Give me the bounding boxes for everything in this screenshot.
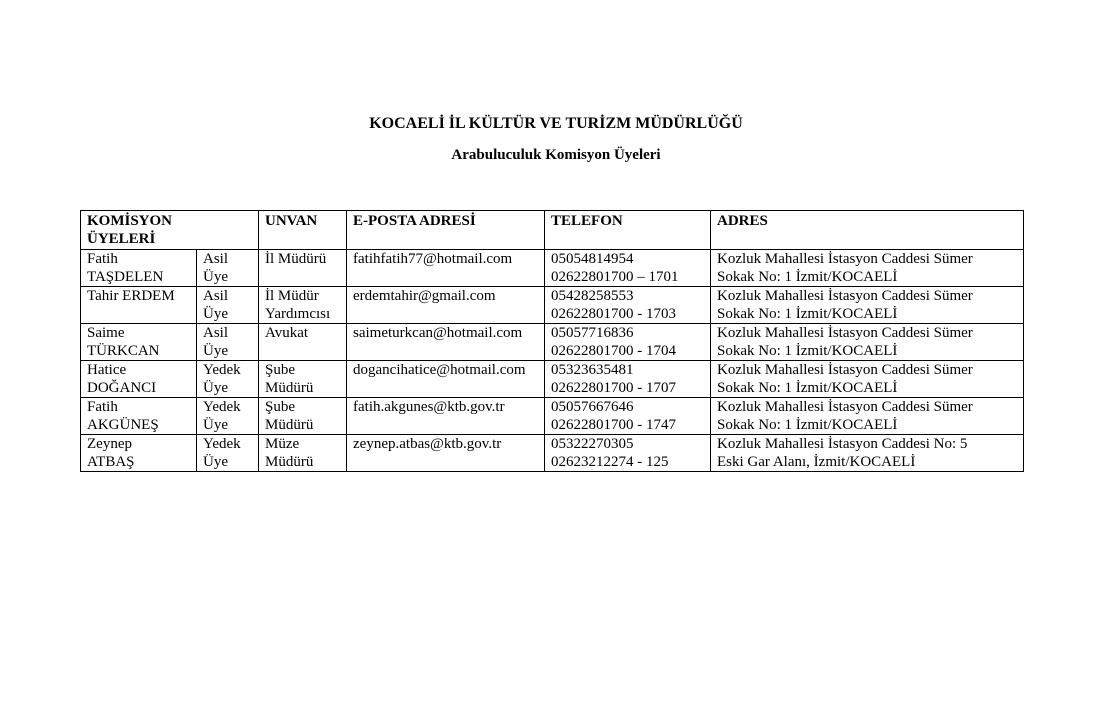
member-phone: 05054814954 02622801700 – 1701 xyxy=(545,250,711,287)
member-status: Yedek Üye xyxy=(197,435,259,472)
header-members: KOMİSYON ÜYELERİ xyxy=(81,211,259,250)
member-name: Fatih AKGÜNEŞ xyxy=(81,398,197,435)
member-name: Saime TÜRKCAN xyxy=(81,324,197,361)
member-status: Asil Üye xyxy=(197,287,259,324)
member-name: Tahir ERDEM xyxy=(81,287,197,324)
member-email: fatihfatih77@hotmail.com xyxy=(347,250,545,287)
member-name: Hatice DOĞANCI xyxy=(81,361,197,398)
member-email: fatih.akgunes@ktb.gov.tr xyxy=(347,398,545,435)
member-email: erdemtahir@gmail.com xyxy=(347,287,545,324)
member-status: Asil Üye xyxy=(197,250,259,287)
member-address: Kozluk Mahallesi İstasyon Caddesi No: 5 Eski Gar Alanı, İzmit/KOCAELİ xyxy=(711,435,1024,472)
header-phone: TELEFON xyxy=(545,211,711,250)
member-title: Avukat xyxy=(259,324,347,361)
member-address: Kozluk Mahallesi İstasyon Caddesi Sümer Sokak No: 1 İzmit/KOCAELİ xyxy=(711,250,1024,287)
member-email: zeynep.atbas@ktb.gov.tr xyxy=(347,435,545,472)
member-email: dogancihatice@hotmail.com xyxy=(347,361,545,398)
table-row xyxy=(81,287,1024,324)
member-phone: 05057716836 02622801700 - 1704 xyxy=(545,324,711,361)
member-status: Asil Üye xyxy=(197,324,259,361)
table-row xyxy=(81,361,1024,398)
member-address: Kozluk Mahallesi İstasyon Caddesi Sümer Sokak No: 1 İzmit/KOCAELİ xyxy=(711,398,1024,435)
header-title: UNVAN xyxy=(259,211,347,250)
member-phone: 05057667646 02622801700 - 1747 xyxy=(545,398,711,435)
member-address: Kozluk Mahallesi İstasyon Caddesi Sümer Sokak No: 1 İzmit/KOCAELİ xyxy=(711,287,1024,324)
member-address: Kozluk Mahallesi İstasyon Caddesi Sümer Sokak No: 1 İzmit/KOCAELİ xyxy=(711,361,1024,398)
member-name: Zeynep ATBAŞ xyxy=(81,435,197,472)
document-title: KOCAELİ İL KÜLTÜR VE TURİZM MÜDÜRLÜĞÜ xyxy=(369,115,743,132)
table-row xyxy=(81,324,1024,361)
member-title: İl Müdür Yardımcısı xyxy=(259,287,347,324)
member-address: Kozluk Mahallesi İstasyon Caddesi Sümer Sokak No: 1 İzmit/KOCAELİ xyxy=(711,324,1024,361)
document-subtitle: Arabuluculuk Komisyon Üyeleri xyxy=(451,147,661,163)
member-name: Fatih TAŞDELEN xyxy=(81,250,197,287)
member-title: Müze Müdürü xyxy=(259,435,347,472)
member-title: Şube Müdürü xyxy=(259,361,347,398)
table-row xyxy=(81,435,1024,472)
member-status: Yedek Üye xyxy=(197,361,259,398)
member-title: İl Müdürü xyxy=(259,250,347,287)
member-email: saimeturkcan@hotmail.com xyxy=(347,324,545,361)
member-status: Yedek Üye xyxy=(197,398,259,435)
table-header-row xyxy=(81,211,1024,250)
table-row xyxy=(81,250,1024,287)
member-phone: 05322270305 02623212274 - 125 xyxy=(545,435,711,472)
header-address: ADRES xyxy=(711,211,1024,250)
header-email: E-POSTA ADRESİ xyxy=(347,211,545,250)
table-row xyxy=(81,398,1024,435)
committee-members-table xyxy=(80,210,1024,472)
member-phone: 05323635481 02622801700 - 1707 xyxy=(545,361,711,398)
member-title: Şube Müdürü xyxy=(259,398,347,435)
member-phone: 05428258553 02622801700 - 1703 xyxy=(545,287,711,324)
